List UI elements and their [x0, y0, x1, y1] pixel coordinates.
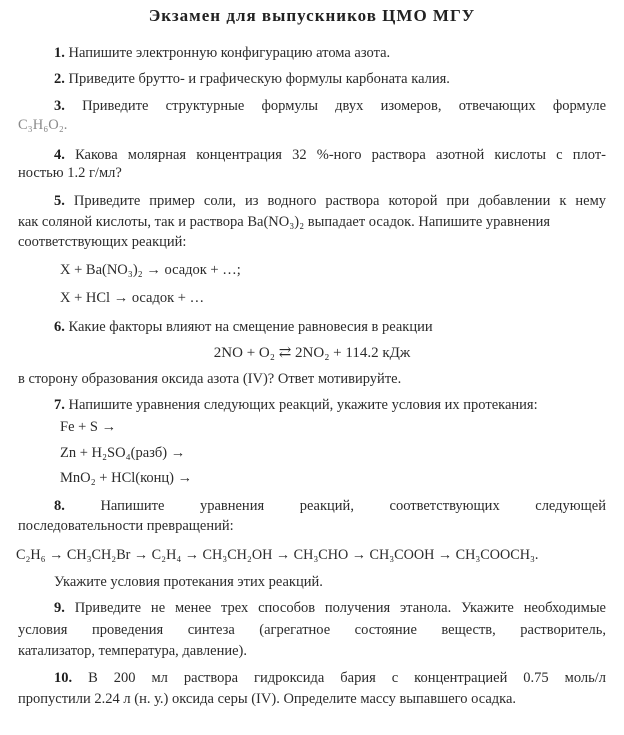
question-7-equation-3: MnO₂ + HCl(конц) →	[60, 470, 193, 486]
question-4-line-2: ностью 1.2 г/мл?	[18, 165, 122, 181]
question-text: Приведите структурные формулы двух изомеров, отвечающих формуле	[82, 98, 606, 114]
question-text: Напишите электронную конфигурацию атома азота.	[68, 45, 391, 61]
question-7-equation-2: Zn + H₂SO₄(разб) →	[60, 445, 186, 461]
question-number: 10.	[54, 670, 73, 686]
question-text: В 200 мл раствора гидроксида бария с концентрацией 0.75 моль/л	[88, 670, 607, 686]
question-text: Напишите уравнения реакций, соответствующих следующей	[100, 498, 606, 514]
question-6-line-1	[54, 318, 606, 336]
question-number: 7.	[54, 397, 65, 413]
question-7-equation-1: Fe + S →	[60, 419, 117, 435]
question-5-line-1	[54, 192, 606, 210]
question-text: Какова молярная концентрация 32 %-ного раствора азотной кислоты с плот-	[75, 147, 607, 163]
question-number: 1.	[54, 45, 65, 61]
question-10-line-2: пропустили 2.24 л (н. у.) оксида серы (IV). Определите массу выпавшего осадка.	[18, 691, 517, 707]
question-3-line-1	[54, 97, 606, 115]
page-title: Экзамен для выпускников ЦМО МГУ	[148, 6, 476, 25]
question-10-line-1	[54, 669, 606, 687]
question-5-equation-1: X + Ba(NO₃)₂ → осадок + …;	[60, 262, 241, 278]
question-number: 4.	[54, 147, 65, 163]
question-number: 9.	[54, 600, 65, 616]
question-number: 8.	[54, 498, 65, 514]
question-6-equation: 2NO + O₂ ⇄ 2NO₂ + 114.2 кДж	[213, 345, 411, 361]
question-9-line-1	[54, 599, 606, 617]
question-9-line-3: катализатор, температура, давление).	[18, 643, 247, 659]
question-5-equation-2: X + HCl → осадок + …	[60, 290, 205, 306]
question-number: 3.	[54, 98, 65, 114]
question-number: 6.	[54, 319, 65, 335]
question-text: Приведите не менее трех способов получения этанола. Укажите необходимые	[74, 600, 606, 616]
question-text: Приведите брутто- и графическую формулы карбоната калия.	[68, 71, 450, 87]
question-8-transformation-chain: C₂H₆ → CH₃CH₂Br → C₂H₄ → CH₃CH₂OH → CH₃CHO → CH₃COOH → CH₃COOCH₃.	[16, 547, 539, 563]
question-text: Напишите уравнения следующих реакций, укажите условия их протекания:	[68, 397, 538, 413]
question-8-line-1	[54, 497, 606, 515]
question-3-line-2: C₃H₆O₂.	[18, 117, 68, 133]
question-number: 2.	[54, 71, 65, 87]
question-1	[54, 44, 606, 62]
question-4-line-1	[54, 146, 606, 164]
question-5-line-3: соответствующих реакций:	[18, 234, 187, 250]
question-text: Какие факторы влияют на смещение равновесия в реакции	[68, 319, 433, 335]
question-9-line-2: условия проведения синтеза (агрегатное состояние веществ, растворитель,	[18, 622, 606, 638]
question-2	[54, 70, 606, 88]
question-6-line-2: в сторону образования оксида азота (IV)? Ответ мотивируйте.	[18, 371, 402, 387]
question-5-line-2: как соляной кислоты, так и раствора Ba(NO₃)₂ выпадает осадок. Напишите уравнения	[18, 214, 551, 230]
question-text: Приведите пример соли, из водного раствора которой при добавлении к нему	[73, 193, 606, 209]
question-7-line-1	[54, 396, 606, 414]
question-number: 5.	[54, 193, 65, 209]
question-8-line-2: последовательности превращений:	[18, 518, 234, 534]
question-8-line-3: Укажите условия протекания этих реакций.	[54, 574, 323, 590]
